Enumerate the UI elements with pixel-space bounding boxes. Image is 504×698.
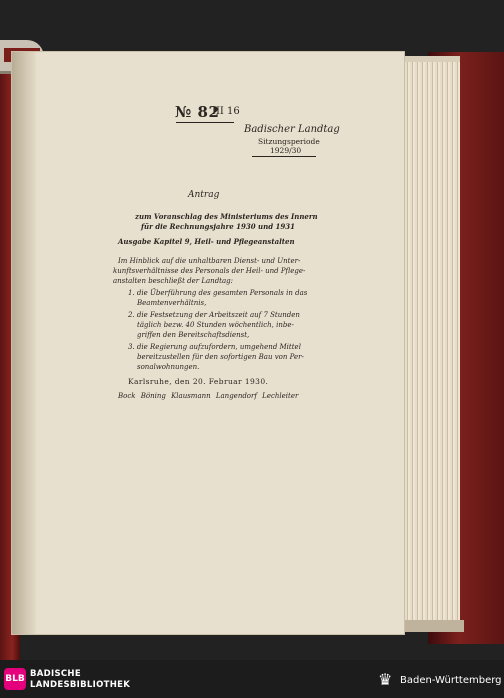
header-session: Sitzungsperiode bbox=[258, 137, 320, 146]
item-1-line-2: Beamtenverhältnis, bbox=[137, 299, 207, 307]
intro-line-3: anstalten beschließt der Landtag: bbox=[113, 277, 233, 285]
intro-line-2: kunftsverhältnisse des Personals der Heil- und Pflege- bbox=[113, 267, 306, 275]
date-line: Karlsruhe, den 20. Februar 1930. bbox=[128, 377, 269, 386]
subtitle-line-1: zum Voranschlag des Ministeriums des Innern bbox=[135, 212, 318, 221]
page-edges bbox=[400, 62, 460, 628]
item-2-line-1: 2. die Festsetzung der Arbeitszeit auf 7 Stunden bbox=[128, 311, 300, 319]
library-name-line-1: BADISCHE bbox=[30, 669, 81, 679]
item-3-line-2: bereitzustellen für den sofortigen Bau von Per- bbox=[137, 353, 304, 361]
intro-line-1: Im Hinblick auf die unhaltbaren Dienst- und Unter- bbox=[118, 257, 301, 265]
library-name-line-2: LANDESBIBLIOTHEK bbox=[30, 680, 131, 690]
item-1-line-1: 1. die Überführung des gesamten Personals in das bbox=[128, 289, 308, 297]
header-period: 1929/30 bbox=[270, 146, 302, 155]
document-title: Antrag bbox=[188, 190, 220, 200]
header-landtag: Badischer Landtag bbox=[244, 124, 340, 135]
number-underline bbox=[176, 122, 234, 123]
page-gutter bbox=[12, 52, 36, 634]
baden-wuerttemberg-lions-icon: ♛ bbox=[378, 670, 393, 689]
document-number-sub: III 16 bbox=[212, 106, 240, 117]
subtitle-line-3: Ausgabe Kapitel 9, Heil- und Pflegeanstalten bbox=[118, 237, 295, 246]
partner-name: Baden-Württemberg bbox=[400, 675, 502, 686]
blb-logo-icon: BLB bbox=[4, 668, 26, 690]
item-3-line-3: sonalwohnungen. bbox=[137, 363, 200, 371]
header-underline bbox=[252, 156, 316, 157]
page-edges-bottom bbox=[400, 620, 464, 632]
document-number: № 82 bbox=[175, 103, 220, 121]
subtitle-line-2: für die Rechnungsjahre 1930 und 1931 bbox=[141, 222, 296, 231]
item-2-line-2: täglich bezw. 40 Stunden wöchentlich, inbe- bbox=[137, 321, 294, 329]
item-3-line-1: 3. die Regierung aufzufordern, umgehend Mittel bbox=[128, 343, 301, 351]
item-2-line-3: griffen den Bereitschaftsdienst, bbox=[137, 331, 250, 339]
signatures: Bock Böning Klausmann Langendorf Lechleiter bbox=[118, 392, 299, 400]
